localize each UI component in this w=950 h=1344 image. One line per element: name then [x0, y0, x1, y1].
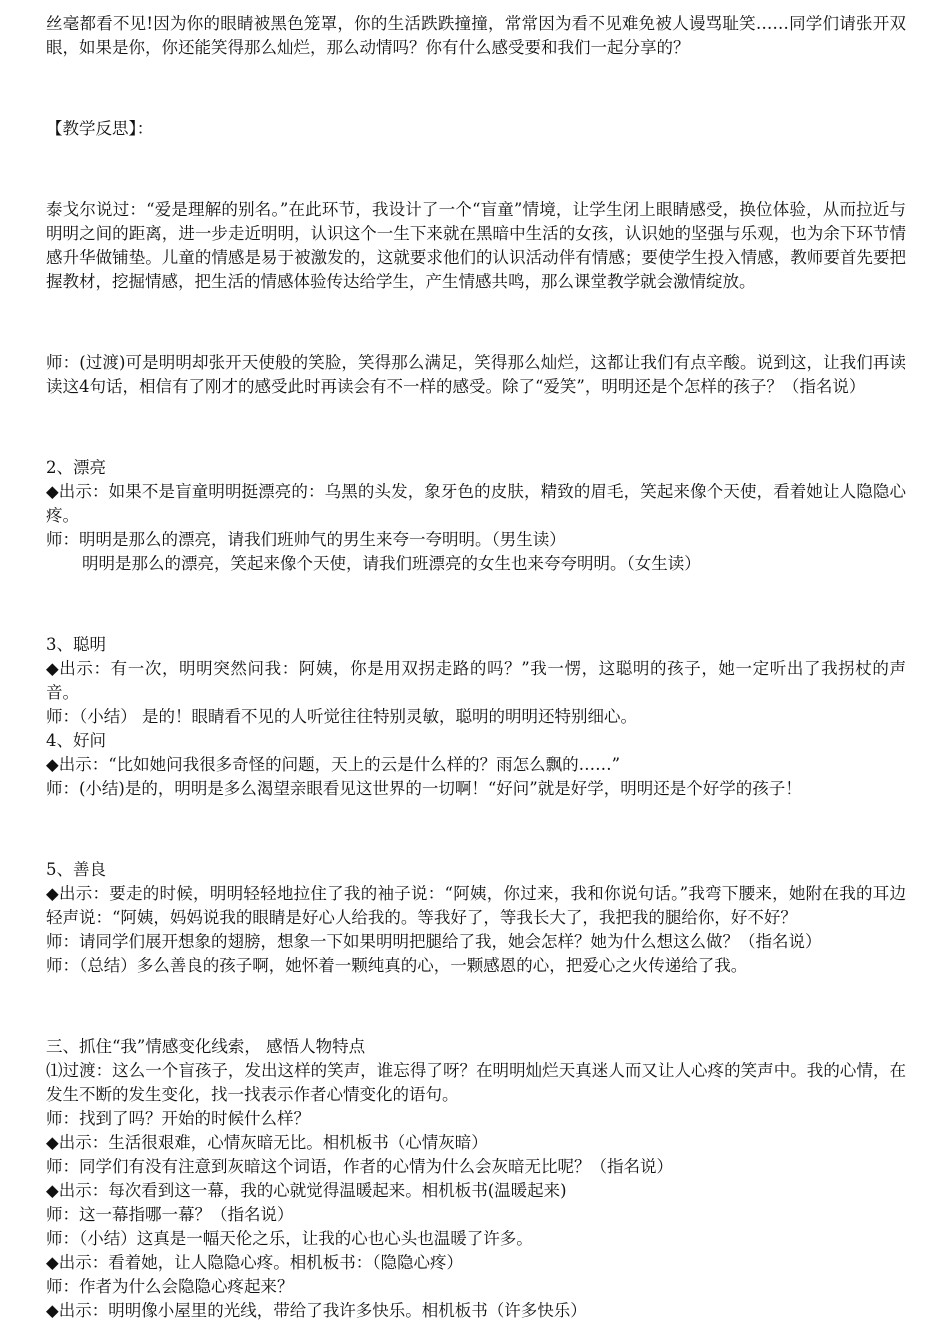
paragraph: ⑴过渡：这么一个盲孩子，发出这样的笑声，谁忘得了呀？在明明灿烂天真迷人而又让人心疼的笑声中。我的心情，在发生不断的发生变化，找一找表示作者心情变化的语句。 [46, 1061, 906, 1104]
paragraph: ◆出示：要走的时候，明明轻轻地拉住了我的袖子说：“阿姨，你过来，我和你说句话。”我弯下腰来，她附在我的耳边轻声说：“阿姨，妈妈说我的眼睛是好心人给我的。等我好了，等我长大了，我把我的腿给你，好不好？ [46, 884, 906, 927]
paragraph: 明明是那么的漂亮，笑起来像个天使，请我们班漂亮的女生也来夸夸明明。（女生读） [82, 554, 701, 573]
paragraph: 师：（总结）多么善良的孩子啊，她怀着一颗纯真的心，一颗感恩的心，把爱心之火传递给了我。 [46, 956, 748, 975]
paragraph: ◆出示：生活很艰难，心情灰暗无比。相机板书（心情灰暗） [46, 1133, 488, 1152]
paragraph: 师：(小结)是的，明明是多么渴望亲眼看见这世界的一切啊！“好问”就是好学，明明还是个好学的孩子！ [46, 779, 802, 798]
paragraph: 三、抓住“我”情感变化线索， 感悟人物特点 [46, 1037, 366, 1056]
paragraph: ◆出示：“比如她问我很多奇怪的问题，天上的云是什么样的？雨怎么飘的……” [46, 755, 621, 774]
paragraph: 5、善良 [46, 860, 106, 879]
paragraph: 师：(过渡)可是明明却张开天使般的笑脸，笑得那么满足，笑得那么灿烂，这都让我们有点辛酸。说到这，让我们再读读这4句话，相信有了刚才的感受此时再读会有不一样的感受。除了“爱笑”，明明还是个怎样的孩子？（指名说） [46, 353, 906, 396]
paragraph-spacer [46, 818, 906, 842]
paragraph: ◆出示：有一次，明明突然问我：阿姨，你是用双拐走路的吗？”我一愣，这聪明的孩子，她一定听出了我拐杖的声音。 [46, 659, 906, 702]
paragraph-spacer [46, 416, 906, 440]
paragraph: ◆出示：看着她，让人隐隐心疼。相机板书：（隐隐心疼） [46, 1253, 463, 1272]
paragraph: 师：同学们有没有注意到灰暗这个词语，作者的心情为什么会灰暗无比呢？（指名说） [46, 1157, 673, 1176]
paragraph: 师：请同学们展开想象的翅膀，想象一下如果明明把腿给了我，她会怎样？她为什么想这么做？（指名说） [46, 932, 822, 951]
paragraph: ◆出示：明明像小屋里的光线，带给了我许多快乐。相机板书（许多快乐） [46, 1301, 587, 1320]
paragraph-spacer [46, 311, 906, 335]
paragraph: 师：（小结） 是的！眼睛看不见的人听觉往往特别灵敏，聪明的明明还特别细心。 [46, 707, 637, 726]
paragraph: 丝毫都看不见!因为你的眼睛被黑色笼罩，你的生活跌跌撞撞，常常因为看不见难免被人谩骂耻笑……同学们请张开双眼，如果是你，你还能笑得那么灿烂，那么动情吗？你有什么感受要和我们一起分享的？ [46, 14, 906, 57]
paragraph: 师：（小结）这真是一幅天伦之乐，让我的心也心头也温暖了许多。 [46, 1229, 533, 1248]
document-body [46, 12, 906, 1323]
paragraph: 3、聪明 [46, 635, 106, 654]
paragraph-spacer [46, 158, 906, 182]
paragraph: 师：明明是那么的漂亮，请我们班帅气的男生来夸一夸明明。（男生读） [46, 530, 566, 549]
paragraph-spacer [46, 593, 906, 617]
paragraph: 4、好问 [46, 731, 106, 750]
paragraph: ◆出示：如果不是盲童明明挺漂亮的：乌黑的头发，象牙色的皮肤，精致的眉毛，笑起来像个天使，看着她让人隐隐心疼。 [46, 482, 906, 525]
paragraph: 师：这一幕指哪一幕？（指名说） [46, 1205, 294, 1224]
paragraph: 师：作者为什么会隐隐心疼起来？ [46, 1277, 294, 1296]
paragraph-spacer [46, 995, 906, 1019]
paragraph: 2、漂亮 [46, 458, 106, 477]
paragraph: 师：找到了吗？开始的时候什么样？ [46, 1109, 310, 1128]
paragraph: 泰戈尔说过：“爱是理解的别名。”在此环节，我设计了一个“盲童”情境，让学生闭上眼睛感受，换位体验，从而拉近与明明之间的距离，进一步走近明明，认识这个一生下来就在黑暗中生活的女孩，认识她的坚强与乐观，也为余下环节情感升华做铺垫。儿童的情感是易于被激发的，这就要求他们的认识活动伴有情感；要使学生投入情感，教师要首先要把握教材，挖掘情感，把生活的情感体验传达给学生，产生情感共鸣，那么课堂教学就会激情绽放。 [46, 200, 906, 291]
paragraph: 【教学反思】： [46, 119, 154, 138]
paragraph-spacer [46, 77, 906, 101]
paragraph: ◆出示：每次看到这一幕，我的心就觉得温暖起来。相机板书(温暖起来) [46, 1181, 567, 1200]
